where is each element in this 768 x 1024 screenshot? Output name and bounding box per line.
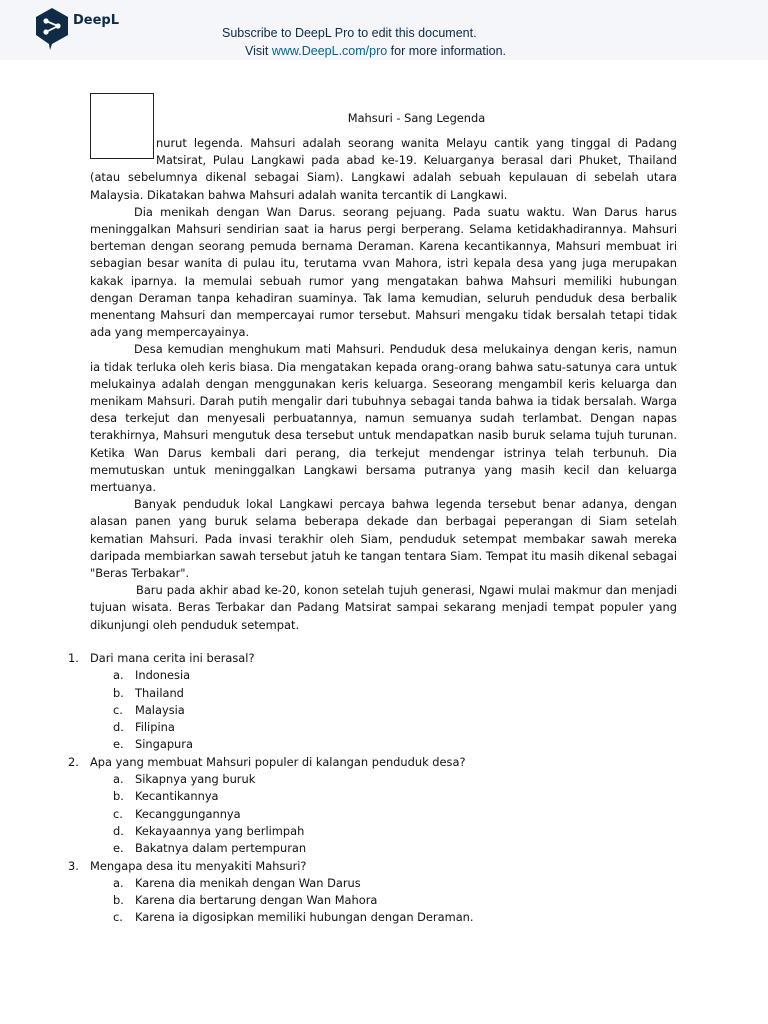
option-text: Bakatnya dalam pertempuran	[135, 841, 307, 856]
visit-suffix: for more information.	[387, 44, 506, 58]
option-text: Malaysia	[135, 702, 185, 717]
option-text: Kecanggungannya	[135, 806, 241, 821]
question-text: Apa yang membuat Mahsuri populer di kalangan penduduk desa?	[90, 754, 466, 769]
option-letter: b.	[113, 893, 124, 908]
option-text: Filipina	[135, 720, 175, 735]
deepl-banner	[0, 0, 768, 60]
option-text: Karena dia bertarung dengan Wan Mahora	[135, 893, 378, 908]
option-letter: c.	[113, 910, 123, 925]
option-letter: a.	[113, 668, 124, 683]
paragraph: Banyak penduduk lokal Langkawi percaya bahwa legenda tersebut benar adanya, dengan alasan panen yang buruk selama beberapa dekade dan berbagai peperangan di Siam setelah kematian Mahsuri. Pada invasi terakhir oleh Siam, penduduk setempat membakar sawah mereka daripada membiarkan sawah tersebut jatuh ke tangan tentara Siam. Tempat itu masih dikenal sebagai "Beras Terbakar".	[90, 497, 677, 581]
deepl-logo[interactable]	[34, 7, 119, 51]
option-text: Singapura	[135, 737, 193, 752]
deepl-pro-link[interactable]: www.DeepL.com/pro	[271, 44, 388, 58]
option-text: Thailand	[135, 685, 184, 700]
paragraph: nurut legenda. Mahsuri adalah seorang wanita Melayu cantik yang tinggal di Padang Matsirat, Pulau Langkawi pada abad ke-19. Keluarganya berasal dari Phuket, Thailand (atau sebelumnya dikenal sebagai Siam). Langkawi adalah sebuah kepulauan di sebelah utara Malaysia. Dikatakan bahwa Mahsuri adalah wanita tercantik di Langkawi.	[90, 136, 677, 202]
option-letter: b.	[113, 789, 124, 804]
question-item	[68, 754, 688, 771]
answer-option	[68, 702, 688, 719]
answer-option	[68, 736, 688, 753]
option-letter: e.	[113, 737, 124, 752]
question-item	[68, 650, 688, 667]
document-body	[90, 90, 677, 634]
option-text: Sikapnya yang buruk	[135, 772, 256, 787]
deepl-logo-text: DeepL	[73, 12, 120, 28]
answer-option	[68, 788, 688, 805]
question-number: 3.	[68, 858, 79, 873]
option-letter: d.	[113, 823, 124, 838]
paragraph: Baru pada akhir abad ke-20, konon setelah tujuh generasi, Ngawi mulai makmur dan menjadi tujuan wisata. Beras Terbakar dan Padang Matsirat sampai sekarang menjadi tempat populer yang dikunjungi oleh penduduk setempat.	[90, 583, 677, 632]
option-letter: e.	[113, 841, 124, 856]
option-text: Kekayaannya yang berlimpah	[135, 823, 305, 838]
subscribe-message: Subscribe to DeepL Pro to edit this document.	[222, 26, 477, 40]
option-text: Karena ia digosipkan memiliki hubungan dengan Deraman.	[135, 910, 474, 925]
answer-option	[68, 892, 688, 909]
paragraph: Dia menikah dengan Wan Darus. seorang pejuang. Pada suatu waktu. Wan Darus harus meninggalkan Mahsuri sendirian saat ia harus pergi berperang. Selama ketidakhadirannya. Mahsuri berteman dengan seorang pemuda bernama Deraman. Karena kecantikannya, Mahsuri membuat iri sebagian besar wanita di pulau itu, terutama vvan Mahora, istri kepala desa yang juga merupakan kakak iparnya. Ia memulai sebuah rumor yang mengatakan bahwa Mahsuri memiliki hubungan dengan Deraman tanpa kehadiran suaminya. Tak lama kemudian, seluruh penduduk desa berbalik menentang Mahsuri dan mempercayai rumor tersebut. Mahsuri mengaku tidak bersalah tetapi tidak ada yang mempercayainya.	[90, 204, 677, 340]
visit-message	[245, 44, 506, 58]
deepl-logo-icon	[34, 7, 70, 51]
question-number: 1.	[68, 651, 79, 665]
answer-option	[68, 771, 688, 788]
option-letter: b.	[113, 685, 124, 700]
option-letter: c.	[113, 806, 123, 821]
question-text: Mengapa desa itu menyakiti Mahsuri?	[90, 858, 307, 873]
answer-option	[68, 685, 688, 702]
option-letter: a.	[113, 772, 124, 787]
document-title: Mahsuri - Sang Legenda	[347, 111, 486, 125]
answer-option	[68, 840, 688, 857]
question-list	[68, 650, 688, 927]
drop-cap-placeholder	[90, 93, 154, 159]
question-text: Dari mana cerita ini berasal?	[90, 651, 255, 665]
option-text: Indonesia	[135, 668, 191, 683]
answer-option	[68, 875, 688, 892]
paragraph: Desa kemudian menghukum mati Mahsuri. Penduduk desa melukainya dengan keris, namun ia tidak terluka oleh keris biasa. Dia mengatakan kepada orang-orang bahwa satu-satunya cara untuk melukainya adalah dengan menggunakan keris keluarga. Seseorang mengambil keris keluarga dan menikam Mahsuri. Darah putih mengalir dari tubuhnya sebagai tanda bahwa ia tidak bersalah. Warga desa terkejut dan menyesali perbuatannya, namun semuanya sudah terlambat. Dengan napas terakhirnya, Mahsuri mengutuk desa tersebut untuk mendapatkan nasib buruk selama tujuh turunan. Ketika Wan Darus kembali dari perang, dia terkejut mendengar istrinya telah terbunuh. Dia memutuskan untuk meninggalkan Langkawi bersama putranya yang masih kecil dan keluarga mertuanya.	[90, 342, 677, 495]
answer-option	[68, 823, 688, 840]
option-text: Karena dia menikah dengan Wan Darus	[135, 875, 361, 890]
question-item	[68, 858, 688, 875]
answer-option	[68, 909, 688, 926]
answer-option	[68, 719, 688, 736]
option-text: Kecantikannya	[135, 789, 219, 804]
question-number: 2.	[68, 754, 79, 769]
visit-prefix: Visit	[245, 44, 272, 58]
answer-option	[68, 667, 688, 684]
answer-option	[68, 806, 688, 823]
option-letter: c.	[113, 702, 123, 717]
option-letter: d.	[113, 720, 124, 735]
option-letter: a.	[113, 875, 124, 890]
